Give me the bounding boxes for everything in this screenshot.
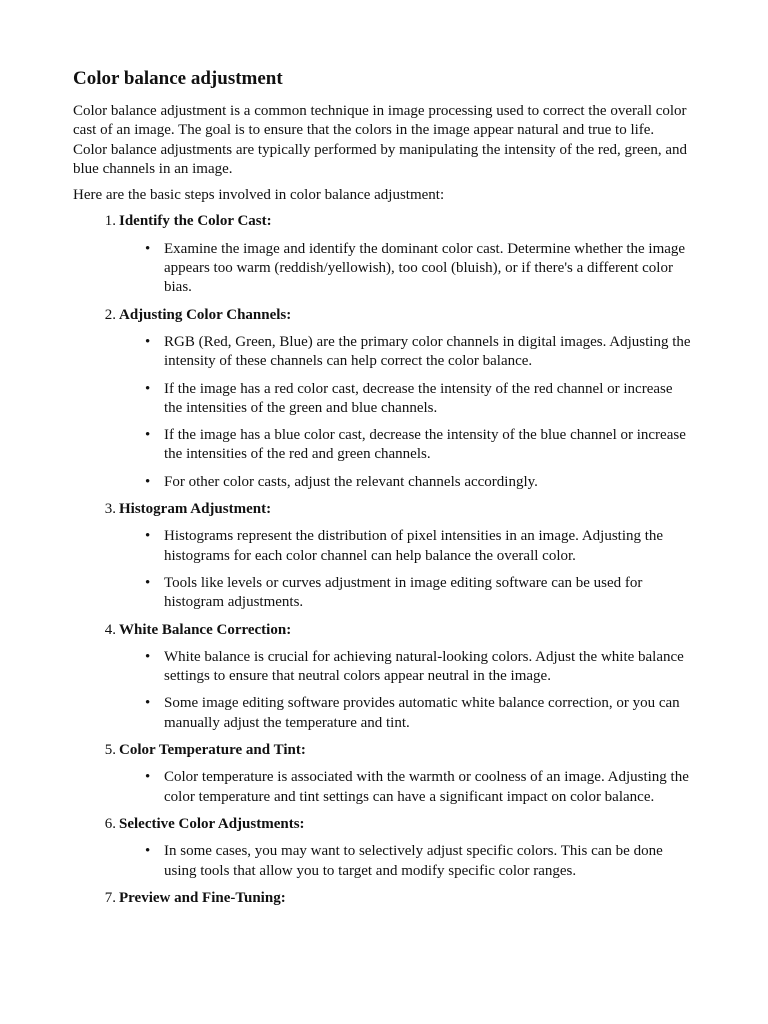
bullet-item: • For other color casts, adjust the relevant channels accordingly. bbox=[164, 473, 692, 492]
bullet-item: • Color temperature is associated with the warmth or coolness of an image. Adjusting the color temperature and tint settings can have a significant impact on color balance. bbox=[164, 768, 692, 807]
steps-list bbox=[73, 212, 692, 908]
bullet-item: • Examine the image and identify the dominant color cast. Determine whether the image appears too warm (reddish/yellowish), too cool (bluish), or if there's a different color bias. bbox=[164, 240, 692, 298]
step-title: White Balance Correction: bbox=[119, 621, 292, 638]
step-number: 7. bbox=[104, 889, 116, 906]
step-number: 1. bbox=[104, 213, 116, 230]
document-title: Color balance adjustment bbox=[73, 68, 283, 89]
bullet-list bbox=[119, 768, 692, 807]
step-number: 4. bbox=[104, 621, 116, 638]
intro-paragraph: Color balance adjustment is a common technique in image processing used to correct the overall color cast of an image. The goal is to ensure that the colors in the image appear natural and true to life. Color balance adjustments are typically performed by manipulating the intensity of the red, green, and blue channels in an image. bbox=[73, 103, 687, 177]
step-item bbox=[104, 889, 692, 908]
step-item bbox=[104, 306, 692, 492]
bullet-list bbox=[119, 333, 692, 492]
bullet-item: • Some image editing software provides automatic white balance correction, or you can manually adjust the temperature and tint. bbox=[164, 694, 692, 733]
bullet-item: • Histograms represent the distribution of pixel intensities in an image. Adjusting the histograms for each color channel can help balance the overall color. bbox=[164, 527, 692, 566]
step-item bbox=[104, 212, 692, 297]
step-item bbox=[104, 500, 692, 612]
bullet-list bbox=[119, 527, 692, 612]
step-item bbox=[104, 741, 692, 807]
step-item bbox=[104, 815, 692, 881]
step-number: 2. bbox=[104, 306, 116, 323]
step-title: Selective Color Adjustments: bbox=[119, 815, 305, 832]
bullet-item: • If the image has a blue color cast, decrease the intensity of the blue channel or increase the intensities of the red and green channels. bbox=[164, 426, 692, 465]
step-title: Histogram Adjustment: bbox=[119, 501, 272, 518]
step-title: Identify the Color Cast: bbox=[119, 213, 272, 230]
step-title: Adjusting Color Channels: bbox=[119, 306, 292, 323]
bullet-list bbox=[119, 842, 692, 881]
bullet-list bbox=[119, 240, 692, 298]
bullet-item: • Tools like levels or curves adjustment in image editing software can be used for histogram adjustments. bbox=[164, 574, 692, 613]
step-title: Preview and Fine-Tuning: bbox=[119, 889, 286, 906]
lead-paragraph: Here are the basic steps involved in color balance adjustment: bbox=[73, 187, 445, 204]
bullet-item: • RGB (Red, Green, Blue) are the primary color channels in digital images. Adjusting the intensity of these channels can help correct the color balance. bbox=[164, 333, 692, 372]
step-item bbox=[104, 621, 692, 733]
step-title: Color Temperature and Tint: bbox=[119, 742, 306, 759]
bullet-item: • If the image has a red color cast, decrease the intensity of the red channel or increase the intensities of the green and blue channels. bbox=[164, 380, 692, 419]
bullet-item: • In some cases, you may want to selectively adjust specific colors. This can be done using tools that allow you to target and modify specific color ranges. bbox=[164, 842, 692, 881]
step-number: 3. bbox=[104, 501, 116, 518]
step-number: 5. bbox=[104, 742, 116, 759]
bullet-item: • White balance is crucial for achieving natural-looking colors. Adjust the white balance settings to ensure that neutral colors appear neutral in the image. bbox=[164, 648, 692, 687]
bullet-list bbox=[119, 648, 692, 733]
step-number: 6. bbox=[104, 815, 116, 832]
